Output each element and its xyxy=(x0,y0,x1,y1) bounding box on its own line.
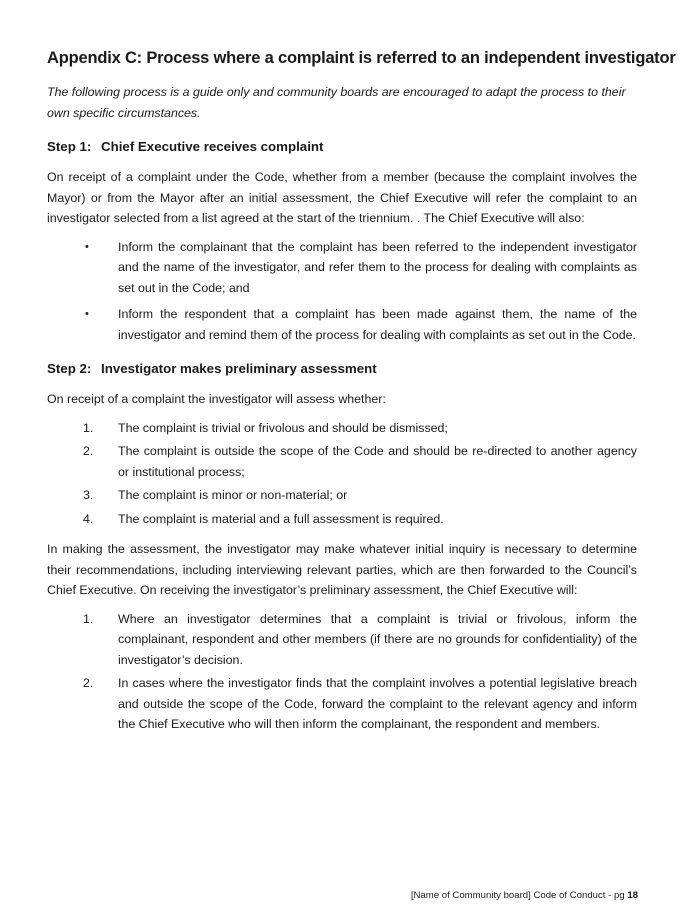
list-item-text: The complaint is outside the scope of the Code and should be re-directed to another agency or institutional process; xyxy=(118,444,637,479)
list-number: 2. xyxy=(83,676,94,690)
step2-paragraph: On receipt of a complaint the investigator will assess whether: xyxy=(47,392,386,406)
step1-heading xyxy=(47,137,637,157)
intro-note: The following process is a guide only and community boards are encouraged to adapt the process to their own specific circumstances. xyxy=(47,85,626,120)
list-item xyxy=(47,418,637,439)
step1-bullet-list xyxy=(47,237,637,346)
page-number: 18 xyxy=(627,890,638,901)
footer-text: [Name of Community board] Code of Conduct - pg xyxy=(410,890,625,901)
list-number: 2. xyxy=(83,444,94,458)
list-item xyxy=(47,237,637,299)
list-item-text: The complaint is material and a full assessment is required. xyxy=(118,511,444,526)
page-title: Appendix C: Process where a complaint is referred to an independent investigator xyxy=(47,49,676,67)
list-number: 3. xyxy=(83,488,94,502)
list-item xyxy=(47,509,637,530)
list-item xyxy=(47,673,637,735)
list-item xyxy=(47,441,637,482)
list-item-text: Where an investigator determines that a complaint is trivial or frivolous, inform the complainant, respondent and other members (if there are no grounds for confidentiality) of the investigator’s decision. xyxy=(118,611,637,667)
chief-executive-actions-list xyxy=(47,609,637,735)
bullet-icon: • xyxy=(85,240,89,253)
step2-number: Step 2: xyxy=(47,361,92,376)
bullet-icon: • xyxy=(85,308,89,320)
list-number: 4. xyxy=(83,511,94,526)
document-page xyxy=(47,46,676,738)
step2-title: Investigator makes preliminary assessment xyxy=(101,361,377,376)
list-item-text: Inform the respondent that a complaint has been made against them, the name of the investigator and remind them of the process for dealing with complaints as set out in the Code. xyxy=(118,307,637,342)
list-item xyxy=(47,304,637,345)
list-item-text: The complaint is trivial or frivolous and should be dismissed; xyxy=(118,420,448,435)
list-number: 1. xyxy=(83,611,94,626)
step1-title: Chief Executive receives complaint xyxy=(101,139,324,154)
step1-number: Step 1: xyxy=(47,139,92,154)
step2-heading xyxy=(47,359,637,379)
step2-paragraph-2: In making the assessment, the investigator may make whatever initial inquiry is necessary to determine their recommendations, including interviewing relevant parties, which are then forwarded to the Council’s Chief Executive. On receiving the investigator’s preliminary assessment, the Chief Executive will: xyxy=(47,542,637,597)
page-footer xyxy=(411,890,638,902)
list-item-text: In cases where the investigator finds that the complaint involves a potential legislative breach and outside the scope of the Code, forward the complaint to the relevant agency and inform the Chief Executive who will then inform the complainant, the respondent and members. xyxy=(118,676,637,731)
list-item-text: Inform the complainant that the complaint has been referred to the independent investigator and the name of the investigator, and refer them to the process for dealing with complaints as set out in the Code; and xyxy=(118,239,637,295)
list-item-text: The complaint is minor or non-material; or xyxy=(118,488,348,502)
list-item xyxy=(47,485,637,506)
list-item xyxy=(47,609,637,671)
list-number: 1. xyxy=(83,420,94,435)
step1-paragraph: On receipt of a complaint under the Code, whether from a member (because the complaint involves the Mayor) or from the Mayor after an initial assessment, the Chief Executive will refer the complaint to an investigator selected from a list agreed at the start of the triennium. . The Chief Executive will also: xyxy=(47,170,637,225)
assessment-list xyxy=(47,418,637,530)
